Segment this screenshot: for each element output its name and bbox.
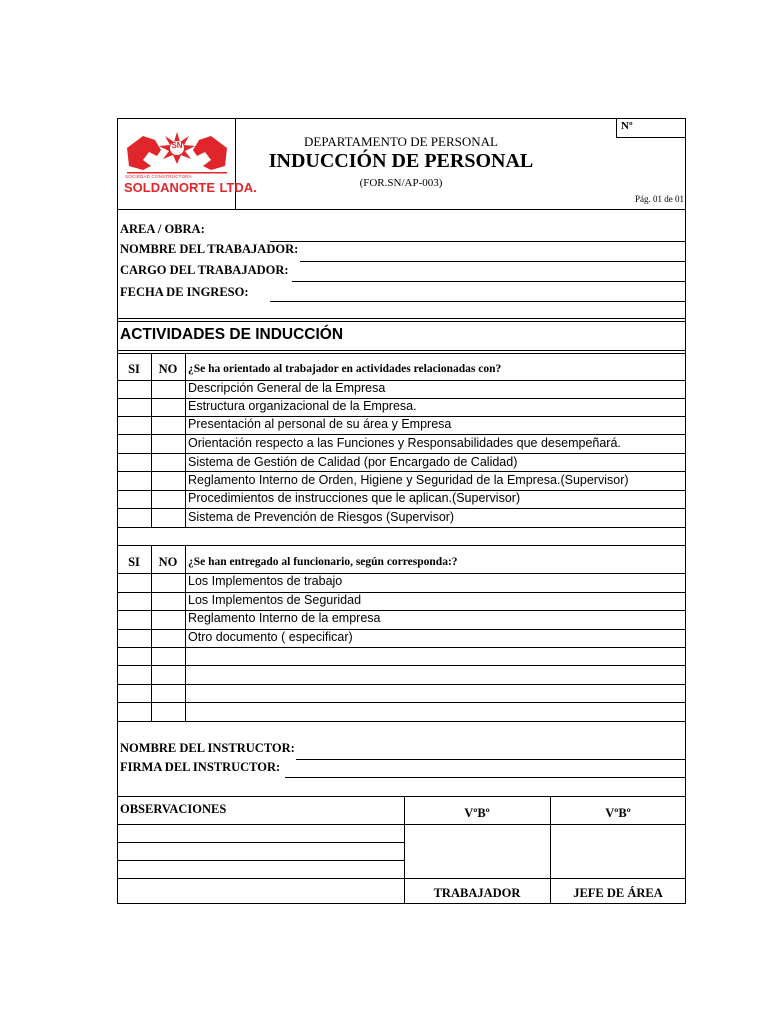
area-field[interactable] [270,241,686,242]
worker-position-field[interactable] [292,281,686,282]
company-logo [121,126,257,198]
logo-suffix: LTDA. [219,180,257,195]
t2-question: ¿Se han entregado al funcionario, según corresponda:? [188,556,458,568]
t1-no-divider [185,354,186,527]
approval-header-line [404,824,686,825]
worker-approval-label: VºBº [464,806,490,820]
observations-line[interactable] [117,824,404,825]
section-bottom-line-1 [117,350,686,351]
t2-item: Los Implementos de trabajo [188,574,343,588]
t2-no-divider [185,545,186,721]
instructor-name-label: NOMBRE DEL INSTRUCTOR: [120,741,295,755]
t2-line [117,647,686,648]
observations-label: OBSERVACIONES [120,802,227,816]
header-bottom-line [117,209,686,210]
worker-signature-label: TRABAJADOR [433,886,521,900]
instructor-signature-field[interactable] [285,777,686,778]
t2-item: Otro documento ( especificar) [188,630,353,644]
t1-col-no: NO [158,362,178,376]
area-label: AREA / OBRA: [120,222,205,236]
logo-company: SOLDANORTE [124,180,215,195]
t2-line [117,702,686,703]
t1-line [117,508,686,509]
t2-line [117,665,686,666]
t1-item: Reglamento Interno de Orden, Higiene y Seguridad de la Empresa.(Supervisor) [188,473,629,487]
section-top-line-1 [117,318,686,319]
form-code: (FOR.SN/AP-003) [359,177,443,189]
t1-item: Sistema de Prevención de Riesgos (Supervisor) [188,510,455,524]
t1-line [117,527,686,528]
t1-item: Sistema de Gestión de Calidad (por Encargado de Calidad) [188,455,518,469]
t2-col-si: SI [128,555,140,569]
t1-item: Presentación al personal de su área y Empresa [188,417,452,431]
form-title: INDUCCIÓN DE PERSONAL [268,150,534,172]
section-top-line-2 [117,321,686,322]
start-date-label: FECHA DE INGRESO: [120,285,249,299]
worker-name-label: NOMBRE DEL TRABAJADOR: [120,242,299,256]
observations-line[interactable] [117,878,404,879]
start-date-field[interactable] [270,301,686,302]
number-box-bottom [616,137,686,138]
logo-tagline: SOCIEDAD CONSTRUCTORA [125,174,192,179]
t1-item: Orientación respecto a las Funciones y Responsabilidades que desempeñará. [188,436,621,450]
area-head-signature-label: JEFE DE ÁREA [573,886,663,900]
section-bottom-line-2 [117,353,686,354]
area-head-approval-label: VºBº [605,806,631,820]
department-name: DEPARTAMENTO DE PERSONAL [304,134,498,149]
t1-si-divider [151,354,152,527]
t1-col-si: SI [128,362,140,376]
page-number: Pág. 01 de 01 [635,194,684,204]
worker-position-label: CARGO DEL TRABAJADOR: [120,263,289,277]
footer-top-line [117,796,686,797]
section-title: ACTIVIDADES DE INDUCCIÓN [120,326,344,343]
t1-line [117,471,686,472]
observations-line[interactable] [117,860,404,861]
logo-initials: SN [171,141,183,150]
t1-item: Procedimientos de instrucciones que le aplican.(Supervisor) [188,491,521,505]
t2-line [117,684,686,685]
instructor-signature-label: FIRMA DEL INSTRUCTOR: [120,760,281,774]
t2-line [117,721,686,722]
approval-signature-line [404,878,686,879]
t2-item: Reglamento Interno de la empresa [188,611,381,625]
t1-line [117,453,686,454]
t1-line [117,434,686,435]
number-box-left [616,118,617,137]
observations-line[interactable] [117,842,404,843]
t1-question: ¿Se ha orientado al trabajador en actividades relacionadas con? [188,363,502,375]
t2-col-no: NO [158,555,178,569]
number-label: Nº [621,120,633,132]
t1-spacer-line [117,545,686,546]
t1-item: Descripción General de la Empresa [188,381,386,395]
t2-item: Los Implementos de Seguridad [188,593,362,607]
instructor-name-field[interactable] [296,759,686,760]
t2-si-divider [151,545,152,721]
t1-item: Estructura organizacional de la Empresa. [188,399,417,413]
worker-name-field[interactable] [300,261,686,262]
